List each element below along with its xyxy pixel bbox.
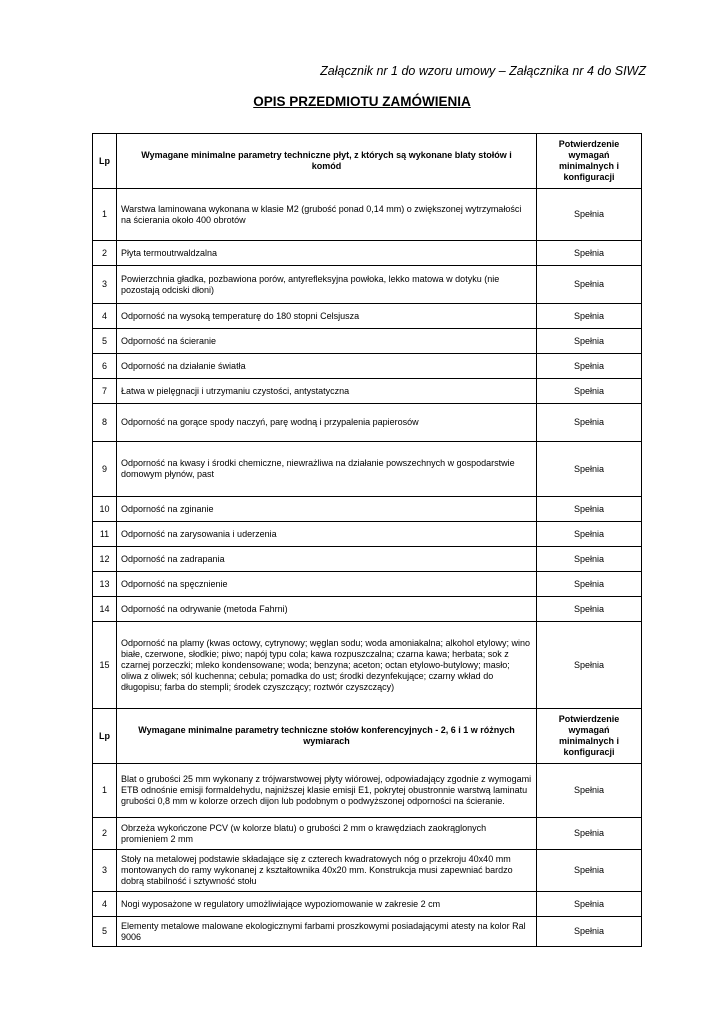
row-number: 3	[93, 266, 117, 304]
row-number: 11	[93, 522, 117, 547]
row-number: 14	[93, 597, 117, 622]
table-row	[93, 266, 642, 304]
specification-table	[92, 133, 642, 947]
row-requirement: Powierzchnia gładka, pozbawiona porów, antyrefleksyjna powłoka, lekko matowa w dotyku (nie pozostają odciski dłoni)	[117, 266, 537, 304]
section2-header-row	[93, 709, 642, 764]
table-row	[93, 850, 642, 892]
section1-header-row	[93, 134, 642, 189]
row-requirement: Płyta termoutrwaldzalna	[117, 241, 537, 266]
row-confirmation: Spełnia	[537, 547, 642, 572]
row-number: 13	[93, 572, 117, 597]
table-row	[93, 622, 642, 709]
row-confirmation: Spełnia	[537, 266, 642, 304]
row-requirement: Odporność na spęcznienie	[117, 572, 537, 597]
confirm-header: Potwierdzenie wymagań minimalnych i konfiguracji	[537, 709, 642, 764]
row-requirement: Odporność na zginanie	[117, 497, 537, 522]
table-row	[93, 189, 642, 241]
table-row	[93, 354, 642, 379]
lp-header: Lp	[93, 709, 117, 764]
row-requirement: Odporność na gorące spody naczyń, parę wodną i przypalenia papierosów	[117, 404, 537, 442]
row-confirmation: Spełnia	[537, 622, 642, 709]
row-number: 7	[93, 379, 117, 404]
row-confirmation: Spełnia	[537, 522, 642, 547]
row-number: 8	[93, 404, 117, 442]
row-requirement: Elementy metalowe malowane ekologicznymi farbami proszkowymi posiadającymi atesty na kolor Ral 9006	[117, 917, 537, 947]
row-requirement: Odporność na odrywanie (metoda Fahrni)	[117, 597, 537, 622]
row-number: 4	[93, 892, 117, 917]
row-confirmation: Spełnia	[537, 818, 642, 850]
table-row	[93, 304, 642, 329]
table-row	[93, 572, 642, 597]
row-requirement: Stoły na metalowej podstawie składające się z czterech kwadratowych nóg o przekroju 40x40 mm montowanych do ramy wykonanej z kształtownika 40x20 mm. Konstrukcja musi zapewniać bardzo dobrą stabilność i sztywność stołu	[117, 850, 537, 892]
row-confirmation: Spełnia	[537, 597, 642, 622]
params-header: Wymagane minimalne parametry techniczne stołów konferencyjnych - 2, 6 i 1 w różnych wymiarach	[117, 709, 537, 764]
row-requirement: Obrzeża wykończone PCV (w kolorze blatu) o grubości 2 mm o krawędziach zaokrąglonych promieniem 2 mm	[117, 818, 537, 850]
row-requirement: Odporność na zadrapania	[117, 547, 537, 572]
row-requirement: Nogi wyposażone w regulatory umożliwiające wypoziomowanie w zakresie 2 cm	[117, 892, 537, 917]
table-row	[93, 547, 642, 572]
row-number: 6	[93, 354, 117, 379]
row-requirement: Odporność na działanie światła	[117, 354, 537, 379]
table-row	[93, 442, 642, 497]
row-number: 15	[93, 622, 117, 709]
row-confirmation: Spełnia	[537, 329, 642, 354]
row-number: 1	[93, 764, 117, 818]
row-number: 2	[93, 241, 117, 266]
row-requirement: Odporność na plamy (kwas octowy, cytrynowy; węglan sodu; woda amoniakalna; alkohol etylowy; wino białe, czerwone, słodkie; piwo; napój typu cola; kawa rozpuszczalna; czarna kawa; herbata; sok z czarnej porzeczki; mleko kondensowane; woda; benzyna; aceton; octan etylowo-butylowy; masło; oliwa z oliwek; sól kuchenna; cebula; pomadka do ust; środki dezynfekujące; czarny wkład do długopisu; farba do stempli; środek czyszczący; roztwór czyszczący)	[117, 622, 537, 709]
row-number: 5	[93, 917, 117, 947]
table-row	[93, 917, 642, 947]
table-row	[93, 329, 642, 354]
row-confirmation: Spełnia	[537, 572, 642, 597]
table-row	[93, 764, 642, 818]
row-confirmation: Spełnia	[537, 379, 642, 404]
table-row	[93, 818, 642, 850]
row-number: 1	[93, 189, 117, 241]
row-confirmation: Spełnia	[537, 850, 642, 892]
row-confirmation: Spełnia	[537, 354, 642, 379]
row-confirmation: Spełnia	[537, 442, 642, 497]
row-requirement: Odporność na zarysowania i uderzenia	[117, 522, 537, 547]
table-row	[93, 404, 642, 442]
attachment-note: Załącznik nr 1 do wzoru umowy – Załącznika nr 4 do SIWZ	[320, 64, 646, 78]
row-confirmation: Spełnia	[537, 764, 642, 818]
row-confirmation: Spełnia	[537, 304, 642, 329]
table-row	[93, 241, 642, 266]
row-requirement: Odporność na kwasy i środki chemiczne, niewrażliwa na działanie powszechnych w gospodarstwie domowym płynów, past	[117, 442, 537, 497]
row-requirement: Łatwa w pielęgnacji i utrzymaniu czystości, antystatyczna	[117, 379, 537, 404]
row-number: 9	[93, 442, 117, 497]
row-requirement: Blat o grubości 25 mm wykonany z trójwarstwowej płyty wiórowej, odpowiadający zgodnie z wymogami ETB odnośnie emisji formaldehydu, najniższej klasie emisji E1, pokrytej obustronnie warstwą laminatu grubości 0,8 mm w kolorze orzech dijon lub podobnym o podwyższonej odporności na ścieranie.	[117, 764, 537, 818]
table-row	[93, 379, 642, 404]
row-number: 12	[93, 547, 117, 572]
row-requirement: Warstwa laminowana wykonana w klasie M2 (grubość ponad 0,14 mm) o zwiększonej wytrzymałości na ścierania około 400 obrotów	[117, 189, 537, 241]
lp-header: Lp	[93, 134, 117, 189]
row-number: 2	[93, 818, 117, 850]
confirm-header: Potwierdzenie wymagań minimalnych i konfiguracji	[537, 134, 642, 189]
table-row	[93, 522, 642, 547]
row-number: 5	[93, 329, 117, 354]
row-number: 10	[93, 497, 117, 522]
table-row	[93, 597, 642, 622]
row-confirmation: Spełnia	[537, 917, 642, 947]
table-row	[93, 497, 642, 522]
params-header: Wymagane minimalne parametry techniczne płyt, z których są wykonane blaty stołów i komód	[117, 134, 537, 189]
table-row	[93, 892, 642, 917]
row-confirmation: Spełnia	[537, 241, 642, 266]
row-confirmation: Spełnia	[537, 892, 642, 917]
row-requirement: Odporność na ścieranie	[117, 329, 537, 354]
row-requirement: Odporność na wysoką temperaturę do 180 stopni Celsjusza	[117, 304, 537, 329]
row-confirmation: Spełnia	[537, 497, 642, 522]
page-title: OPIS PRZEDMIOTU ZAMÓWIENIA	[253, 94, 471, 109]
row-confirmation: Spełnia	[537, 404, 642, 442]
row-confirmation: Spełnia	[537, 189, 642, 241]
row-number: 3	[93, 850, 117, 892]
row-number: 4	[93, 304, 117, 329]
